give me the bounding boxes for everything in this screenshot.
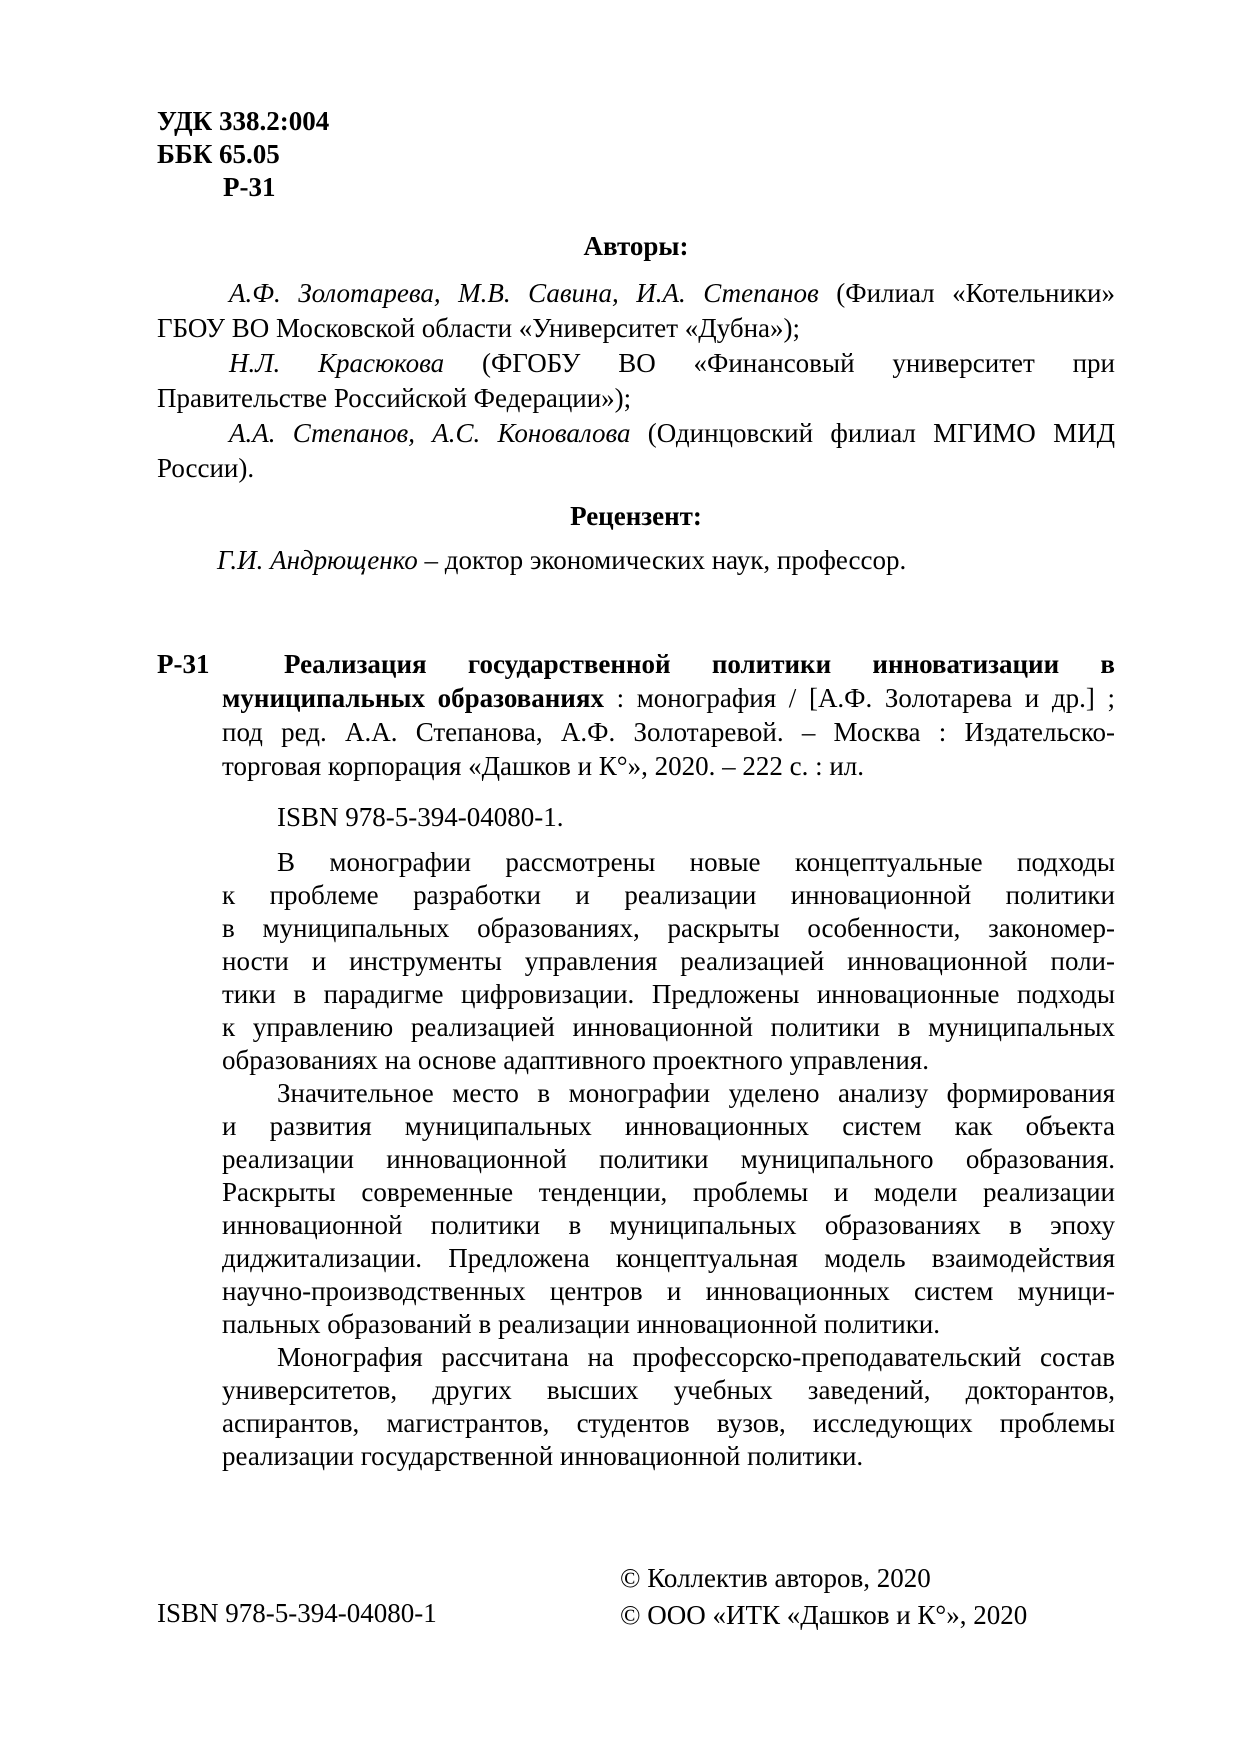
text-line: к управлению реализацией инновационной политики в муниципальных bbox=[222, 1012, 1115, 1042]
isbn-line: ISBN 978-5-394-04080-1. bbox=[277, 802, 564, 832]
page-content bbox=[157, 105, 1115, 1473]
text-line: к проблеме разработки и реализации инновационной политики bbox=[222, 880, 1115, 910]
copyright-line: © ООО «ИТК «Дашков и К°», 2020 bbox=[620, 1600, 1028, 1630]
text-line: А.А. Степанов, А.С. Коновалова (Одинцовский филиал МГИМО МИД bbox=[229, 418, 1115, 448]
text-line: в муниципальных образованиях, раскрыты особенности, закономер- bbox=[222, 913, 1115, 943]
text-line: диджитализации. Предложена концептуальная модель взаимодействия bbox=[222, 1243, 1115, 1273]
text-line: пальных образований в реализации инновационной политики. bbox=[222, 1309, 941, 1339]
catalog-entry bbox=[157, 647, 1115, 783]
text-line: торговая корпорация «Дашков и К°», 2020. – 222 с. : ил. bbox=[222, 751, 864, 781]
text-line: Монография рассчитана на профессорско-преподавательский состав bbox=[277, 1342, 1115, 1372]
authors-paragraph bbox=[157, 346, 1115, 416]
catalog-description bbox=[222, 647, 1115, 783]
text-line: университетов, других высших учебных заведений, докторантов, bbox=[222, 1375, 1115, 1405]
text-line: реализации государственной инновационной политики. bbox=[222, 1441, 864, 1471]
text-line: Реализация государственной политики инноватизации в bbox=[284, 649, 1115, 679]
text-line: ГБОУ ВО Московской области «Университет «Дубна»); bbox=[157, 313, 801, 343]
text-line: аспирантов, магистрантов, студентов вузов, исследующих проблемы bbox=[222, 1408, 1115, 1438]
text-line: В монографии рассмотрены новые концептуальные подходы bbox=[277, 847, 1115, 877]
text-line: научно-производственных центров и инновационных систем муници- bbox=[222, 1276, 1115, 1306]
classification-block bbox=[157, 105, 1115, 204]
abstract-paragraph bbox=[222, 1341, 1115, 1473]
udc-line: УДК 338.2:004 bbox=[157, 106, 330, 136]
copyright-line: © Коллектив авторов, 2020 bbox=[620, 1563, 931, 1593]
text-line: муниципальных образованиях : монография / [А.Ф. Золотарева и др.] ; bbox=[222, 683, 1115, 713]
code-line: Р-31 bbox=[223, 172, 276, 202]
text-line: Г.И. Андрющенко – доктор экономических наук, профессор. bbox=[217, 545, 907, 575]
catalog-code: Р-31 bbox=[157, 649, 210, 679]
authors-block bbox=[157, 276, 1115, 486]
authors-paragraph bbox=[157, 416, 1115, 486]
bbk-line: ББК 65.05 bbox=[157, 139, 280, 169]
abstract-paragraph bbox=[222, 846, 1115, 1077]
authors-paragraph bbox=[157, 276, 1115, 346]
text-line: ности и инструменты управления реализацией инновационной поли- bbox=[222, 946, 1115, 976]
footer-isbn: ISBN 978-5-394-04080-1 bbox=[157, 1598, 437, 1628]
text-line: и развития муниципальных инновационных систем как объекта bbox=[222, 1111, 1115, 1141]
text-line: инновационной политики в муниципальных образованиях в эпоху bbox=[222, 1210, 1115, 1240]
text-line: тики в парадигме цифровизации. Предложены инновационные подходы bbox=[222, 979, 1115, 1009]
abstract bbox=[222, 846, 1115, 1473]
text-line: под ред. А.А. Степанова, А.Ф. Золотаревой. – Москва : Издательско- bbox=[222, 717, 1115, 747]
text-line: Раскрыты современные тенденции, проблемы и модели реализации bbox=[222, 1177, 1115, 1207]
reviewer-line bbox=[157, 544, 1115, 577]
text-line: реализации инновационной политики муниципального образования. bbox=[222, 1144, 1115, 1174]
copyright-block bbox=[620, 1560, 1027, 1634]
authors-heading: Авторы: bbox=[583, 231, 689, 261]
footer bbox=[157, 1560, 1115, 1640]
text-line: Значительное место в монографии уделено анализу формирования bbox=[277, 1078, 1115, 1108]
text-line: Н.Л. Красюкова (ФГОБУ ВО «Финансовый университет при bbox=[229, 348, 1116, 378]
text-line: Правительстве Российской Федерации»); bbox=[157, 383, 632, 413]
text-line: образованиях на основе адаптивного проектного управления. bbox=[222, 1045, 929, 1075]
text-line: России). bbox=[157, 453, 255, 483]
reviewer-heading: Рецензент: bbox=[570, 501, 702, 531]
abstract-paragraph bbox=[222, 1077, 1115, 1341]
text-line: А.Ф. Золотарева, М.В. Савина, И.А. Степанов (Филиал «Котельники» bbox=[229, 278, 1116, 308]
